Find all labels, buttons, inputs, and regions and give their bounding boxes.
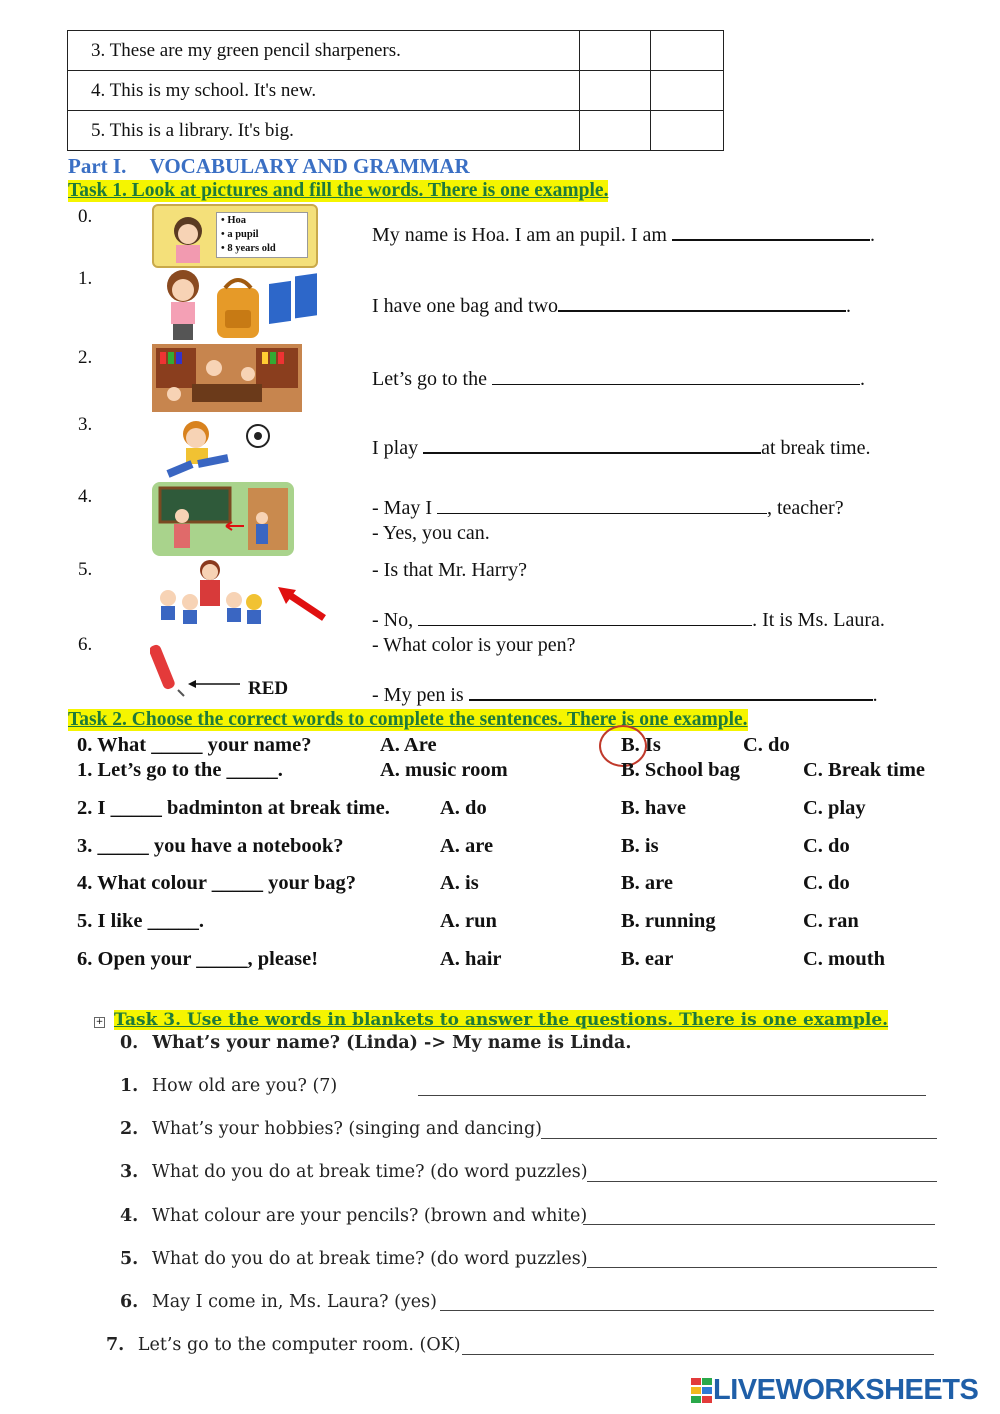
option-b[interactable]: B. is xyxy=(621,835,659,857)
statement-cell: 5. This is a library. It's big. xyxy=(68,111,580,151)
red-arrow-icon xyxy=(272,584,330,622)
statement-cell: 4. This is my school. It's new. xyxy=(68,71,580,111)
item-number: 5. xyxy=(78,559,93,580)
liveworksheets-logo xyxy=(691,1376,991,1406)
answer-line[interactable] xyxy=(462,1354,934,1355)
arrow-left-icon xyxy=(186,677,242,691)
answer-line[interactable] xyxy=(583,1224,935,1225)
task2-question-6: 6. Open your _____, please! xyxy=(77,948,319,970)
item-number: 6. xyxy=(78,634,93,655)
hoa-card-picture xyxy=(152,204,318,268)
answer-box-true[interactable] xyxy=(580,71,651,111)
option-c[interactable]: C. Break time xyxy=(803,759,926,781)
answer-blank[interactable] xyxy=(437,499,767,514)
true-false-table xyxy=(67,30,724,151)
task2-question-5: 5. I like _____. xyxy=(77,910,204,932)
answer-line[interactable] xyxy=(541,1138,937,1139)
task2-question-3: 3. _____ you have a notebook? xyxy=(77,835,344,857)
item-number: 3. xyxy=(78,414,93,435)
task1-heading: Task 1. Look at pictures and fill the words. There is one example. xyxy=(68,180,609,201)
answer-line[interactable] xyxy=(440,1310,934,1311)
task3-heading: Task 3. Use the words in blankets to answer the questions. There is one example. xyxy=(114,1010,889,1030)
card-role: a pupil xyxy=(227,229,259,240)
answer-box-false[interactable] xyxy=(651,111,724,151)
task2-question-1: 1. Let’s go to the _____. xyxy=(77,759,283,781)
item-number: 0. xyxy=(78,206,93,227)
answer-line[interactable] xyxy=(418,1095,926,1096)
task3-item-4: 4. What colour are your pencils? (brown and white) xyxy=(120,1206,588,1226)
card-name: Hoa xyxy=(227,215,246,226)
task3-item-6: 6. May I come in, Ms. Laura? (yes) xyxy=(120,1292,437,1312)
info-card: • Hoa • a pupil • 8 years old xyxy=(216,212,308,258)
task3-item-0: 0. What’s your name? (Linda) -> My name is Linda. xyxy=(120,1033,632,1053)
answer-blank[interactable] xyxy=(423,438,761,454)
task1-sentence-4-reply: - Yes, you can. xyxy=(372,522,490,544)
task2-question-4: 4. What colour _____ your bag? xyxy=(77,872,357,894)
task2-question-2: 2. I _____ badminton at break time. xyxy=(77,797,390,819)
part-heading xyxy=(68,154,470,179)
red-label: RED xyxy=(248,678,289,699)
answer-blank[interactable] xyxy=(469,685,873,701)
brand-text: LIVEWORKSHEETS xyxy=(713,1374,979,1406)
task2-question-0: 0. What _____ your name? xyxy=(77,734,312,756)
task1-sentence-6: - My pen is . xyxy=(372,684,878,706)
option-c[interactable]: C. do xyxy=(803,872,850,894)
logo-mark-icon xyxy=(691,1378,713,1404)
task3-item-2: 2. What’s your hobbies? (singing and dancing) xyxy=(120,1119,542,1139)
option-b[interactable]: B. Is xyxy=(621,734,661,756)
table-row xyxy=(68,31,724,71)
task1-sentence-6-question: - What color is your pen? xyxy=(372,634,576,656)
option-a[interactable]: A. is xyxy=(440,872,479,894)
bag-and-books-picture xyxy=(155,266,327,344)
card-age: 8 years old xyxy=(227,243,276,254)
item-number: 1. xyxy=(78,268,93,289)
task3-item-1: 1. How old are you? (7) xyxy=(120,1076,338,1096)
table-move-handle-icon: + xyxy=(95,1017,104,1027)
item-number: 2. xyxy=(78,347,93,368)
part-title: VOCABULARY AND GRAMMAR xyxy=(149,154,470,178)
answer-box-true[interactable] xyxy=(580,111,651,151)
task1-sentence-1: I have one bag and two . xyxy=(372,295,852,317)
option-c[interactable]: C. play xyxy=(803,797,866,819)
option-b[interactable]: B. School bag xyxy=(621,759,741,781)
task1-sentence-2: Let’s go to the . xyxy=(372,368,865,390)
library-picture xyxy=(152,344,302,412)
answer-blank[interactable] xyxy=(418,611,752,626)
item-number: 4. xyxy=(78,486,93,507)
task1-sentence-4: - May I , teacher? xyxy=(372,497,844,519)
part-label: Part I. xyxy=(68,154,127,178)
classroom-picture xyxy=(152,482,294,556)
option-a[interactable]: A. music room xyxy=(380,759,508,781)
answer-box-false[interactable] xyxy=(651,71,724,111)
option-c[interactable]: C. mouth xyxy=(803,948,886,970)
table-row xyxy=(68,111,724,151)
answer-box-true[interactable] xyxy=(580,31,651,71)
task1-sentence-0: My name is Hoa. I am an pupil. I am . xyxy=(372,224,875,246)
answer-line[interactable] xyxy=(587,1267,937,1268)
teacher-and-pupils-picture xyxy=(152,556,266,628)
option-a[interactable]: A. run xyxy=(440,910,497,932)
task1-sentence-5: - No, . It is Ms. Laura. xyxy=(372,609,885,631)
task3-item-3: 3. What do you do at break time? (do word puzzles) xyxy=(120,1162,588,1182)
option-c[interactable]: C. do xyxy=(743,734,790,756)
answer-line[interactable] xyxy=(587,1181,937,1182)
option-c[interactable]: C. do xyxy=(803,835,850,857)
option-a[interactable]: A. Are xyxy=(380,734,437,756)
task1-sentence-3: I play at break time. xyxy=(372,437,871,459)
option-a[interactable]: A. do xyxy=(440,797,487,819)
option-a[interactable]: A. are xyxy=(440,835,494,857)
option-b[interactable]: B. are xyxy=(621,872,674,894)
task3-item-7: 7. Let’s go to the computer room. (OK) xyxy=(106,1335,461,1355)
table-row xyxy=(68,71,724,111)
task2-heading: Task 2. Choose the correct words to complete the sentences. There is one example. xyxy=(68,709,748,730)
answer-box-false[interactable] xyxy=(651,31,724,71)
task1-sentence-5-question: - Is that Mr. Harry? xyxy=(372,559,527,581)
football-picture xyxy=(158,418,274,484)
answer-blank[interactable] xyxy=(558,296,846,312)
option-b[interactable]: B. have xyxy=(621,797,686,819)
answer-blank[interactable] xyxy=(492,370,860,385)
option-a[interactable]: A. hair xyxy=(440,948,502,970)
task3-item-5: 5. What do you do at break time? (do word puzzles) xyxy=(120,1249,588,1269)
statement-cell: 3. These are my green pencil sharpeners. xyxy=(68,31,580,71)
answer-blank[interactable] xyxy=(672,225,870,241)
option-b[interactable]: B. running xyxy=(621,910,716,932)
option-c[interactable]: C. ran xyxy=(803,910,859,932)
red-pen-picture xyxy=(150,640,190,698)
girl-icon xyxy=(160,207,220,265)
option-b[interactable]: B. ear xyxy=(621,948,674,970)
